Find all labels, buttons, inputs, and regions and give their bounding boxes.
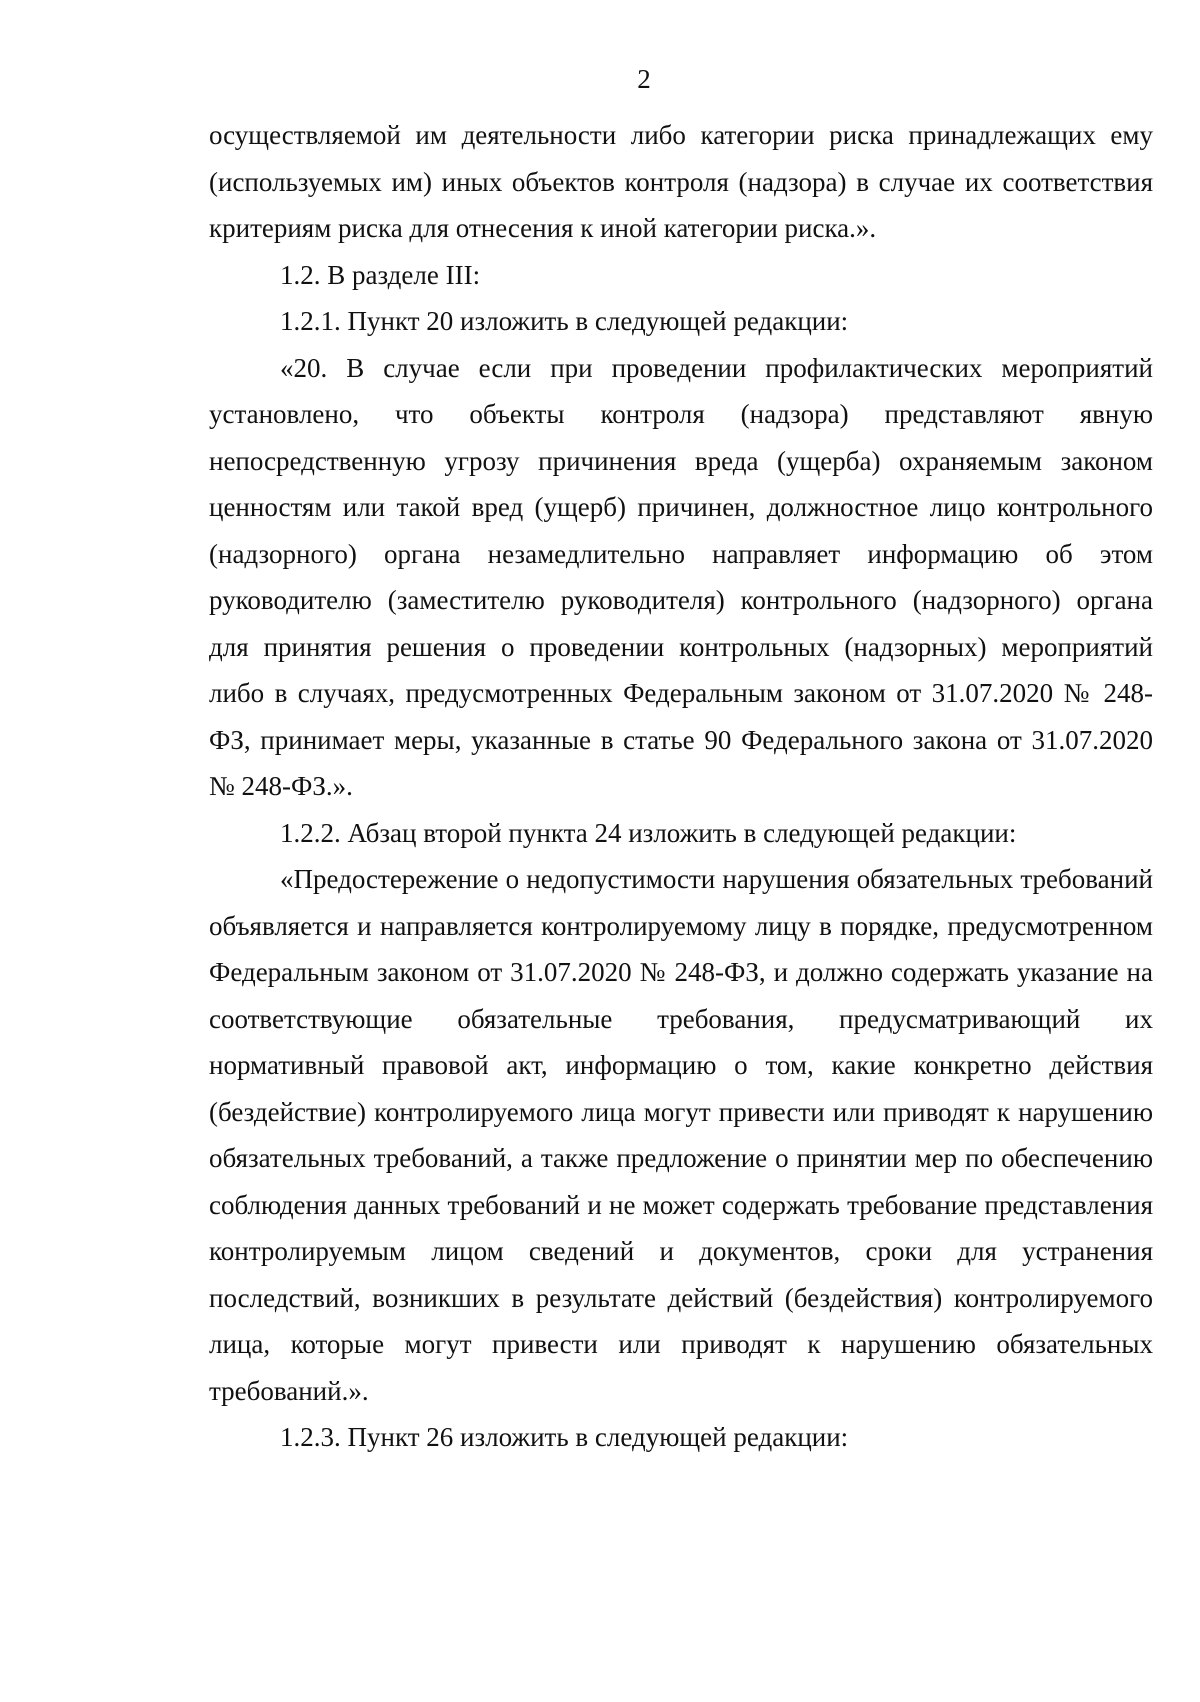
paragraph-quote-warning: «Предостережение о недопустимости нарушения обязательных требований объявляется и направляется контролируемому лицу в порядке, предусмотренном Федеральным законом от 31.07.2020 № 248-ФЗ, и должно содержать указание на соответствующие обязательные требования, предусматривающий их нормативный правовой акт, информацию о том, какие конкретно действия (бездействие) контролируемого лица могут привести или приводят к нарушению обязательных требований, а также предложение о принятии мер по обеспечению соблюдения данных требований и не может содержать требование представления контролируемым лицом сведений и документов, сроки для устранения последствий, возникших в результате действий (бездействия) контролируемого лица, которые могут привести или приводят к нарушению обязательных требований.». bbox=[209, 864, 1153, 1406]
paragraph-quote-item-20: «20. В случае если при проведении профилактических мероприятий установлено, что объекты контроля (надзора) представляют явную непосредственную угрозу причинения вреда (ущерба) охраняемым законом ценностям или такой вред (ущерб) причинен, должностное лицо контрольного (надзорного) органа незамедлительно направляет информацию об этом руководителю (заместителю руководителя) контрольного (надзорного) органа для принятия решения о проведении контрольных (надзорных) мероприятий либо в случаях, предусмотренных Федеральным законом от 31.07.2020 № 248-ФЗ, принимает меры, указанные в статье 90 Федерального закона от 31.07.2020 № 248-ФЗ.». bbox=[209, 352, 1153, 801]
document-body bbox=[209, 112, 1153, 1461]
paragraph-item-1-2-1: 1.2.1. Пункт 20 изложить в следующей редакции: bbox=[280, 306, 849, 336]
paragraph-item-1-2-2: 1.2.2. Абзац второй пункта 24 изложить в следующей редакции: bbox=[280, 817, 1017, 848]
paragraph-item-1-2-3: 1.2.3. Пункт 26 изложить в следующей редакции: bbox=[280, 1422, 849, 1452]
paragraph-section-heading: 1.2. В разделе III: bbox=[280, 259, 481, 290]
page-number: 2 bbox=[637, 64, 651, 94]
paragraph-continuation: осуществляемой им деятельности либо категории риска принадлежащих ему (используемых им) иных объектов контроля (надзора) в случае их соответствия критериям риска для отнесения к иной категории риска.». bbox=[209, 120, 1153, 243]
